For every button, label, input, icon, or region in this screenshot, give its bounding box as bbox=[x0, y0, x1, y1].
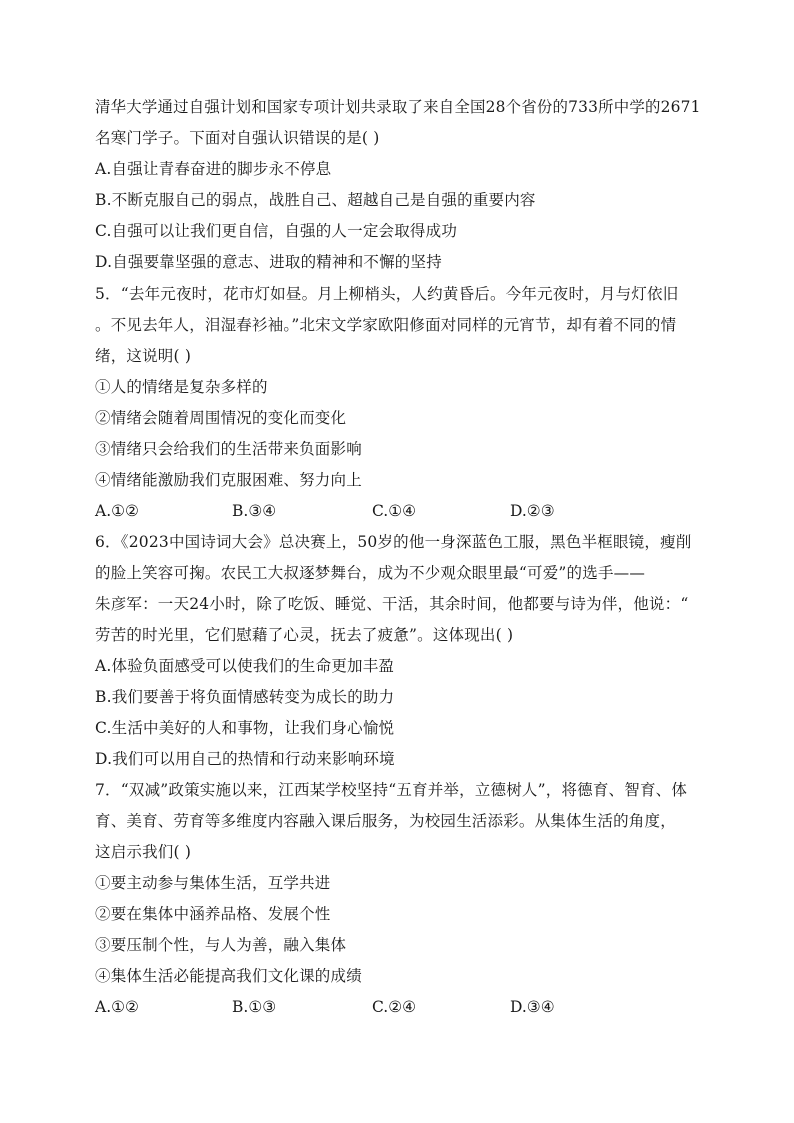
q5-stem-line-3: 绪，这说明( ) bbox=[95, 347, 192, 365]
q5-choice-b: B.③④ bbox=[232, 502, 277, 520]
q7-choice-b: B.①③ bbox=[232, 998, 277, 1016]
q6-option-b: B.我们要善于将负面情感转变为成长的助力 bbox=[95, 688, 395, 706]
q7-statement-4: ④集体生活必能提高我们文化课的成绩 bbox=[95, 967, 362, 985]
q7-choice-a: A.①② bbox=[95, 998, 139, 1016]
q7-statement-1: ①要主动参与集体生活，互学共进 bbox=[95, 874, 331, 892]
q6-option-c: C.生活中美好的人和事物，让我们身心愉悦 bbox=[95, 719, 395, 737]
q7-stem-line-2: 育、美育、劳育等多维度内容融入课后服务，为校园生活添彩。从集体生活的角度， bbox=[95, 812, 676, 830]
q4-stem-line-2: 名寒门学子。下面对自强认识错误的是( ) bbox=[95, 129, 380, 147]
q4-option-d: D.自强要靠坚强的意志、进取的精神和不懈的坚持 bbox=[95, 253, 442, 271]
q7-statement-3: ③要压制个性，与人为善，融入集体 bbox=[95, 936, 347, 954]
q7-choice-c: C.②④ bbox=[372, 998, 417, 1016]
q5-statement-2: ②情绪会随着周围情况的变化而变化 bbox=[95, 409, 347, 427]
q6-stem-line-2: 的脸上笑容可掬。农民工大叔逐梦舞台，成为不少观众眼里最“可爱”的选手—— bbox=[95, 564, 646, 582]
q5-statement-1: ①人的情绪是复杂多样的 bbox=[95, 378, 268, 396]
q7-stem-line-3: 这启示我们( ) bbox=[95, 843, 192, 861]
q6-option-d: D.我们可以用自己的热情和行动来影响环境 bbox=[95, 750, 395, 768]
q5-statement-3: ③情绪只会给我们的生活带来负面影响 bbox=[95, 440, 362, 458]
q5-statement-4: ④情绪能激励我们克服困难、努力向上 bbox=[95, 471, 362, 489]
q5-choice-a: A.①② bbox=[95, 502, 139, 520]
q6-option-a: A.体验负面感受可以使我们的生命更加丰盈 bbox=[95, 657, 395, 675]
q5-stem-line-2: 。不见去年人，泪湿春衫袖。”北宋文学家欧阳修面对同样的元宵节，却有着不同的情 bbox=[95, 316, 677, 334]
q4-option-b: B.不断克服自己的弱点，战胜自己、超越自己是自强的重要内容 bbox=[95, 191, 536, 209]
q6-stem-line-4: 劳苦的时光里，它们慰藉了心灵，抚去了疲惫”。这体现出( ) bbox=[95, 626, 514, 644]
q7-stem-line-1: 7．“双减”政策实施以来，江西某学校坚持“五育并举，立德树人”，将德育、智育、体 bbox=[95, 781, 688, 799]
q7-choice-d: D.③④ bbox=[510, 998, 555, 1016]
q5-choice-c: C.①④ bbox=[372, 502, 417, 520]
q4-option-c: C.自强可以让我们更自信，自强的人一定会取得成功 bbox=[95, 222, 458, 240]
q6-stem-line-3: 朱彦军：一天24小时，除了吃饭、睡觉、干活，其余时间，他都要与诗为伴，他说：“ bbox=[95, 595, 689, 613]
q5-choice-d: D.②③ bbox=[510, 502, 555, 520]
q5-stem-line-1: 5．“去年元夜时，花市灯如昼。月上柳梢头，人约黄昏后。今年元夜时，月与灯依旧 bbox=[95, 285, 679, 303]
q7-statement-2: ②要在集体中涵养品格、发展个性 bbox=[95, 905, 331, 923]
q6-stem-line-1: 6．《2023中国诗词大会》总决赛上，50岁的他一身深蓝色工服，黑色半框眼镜，瘦削 bbox=[95, 533, 692, 551]
q4-stem-line-1: 清华大学通过自强计划和国家专项计划共录取了来自全国28个省份的733所中学的2671 bbox=[95, 98, 701, 116]
q4-option-a: A.自强让青春奋进的脚步永不停息 bbox=[95, 160, 332, 178]
